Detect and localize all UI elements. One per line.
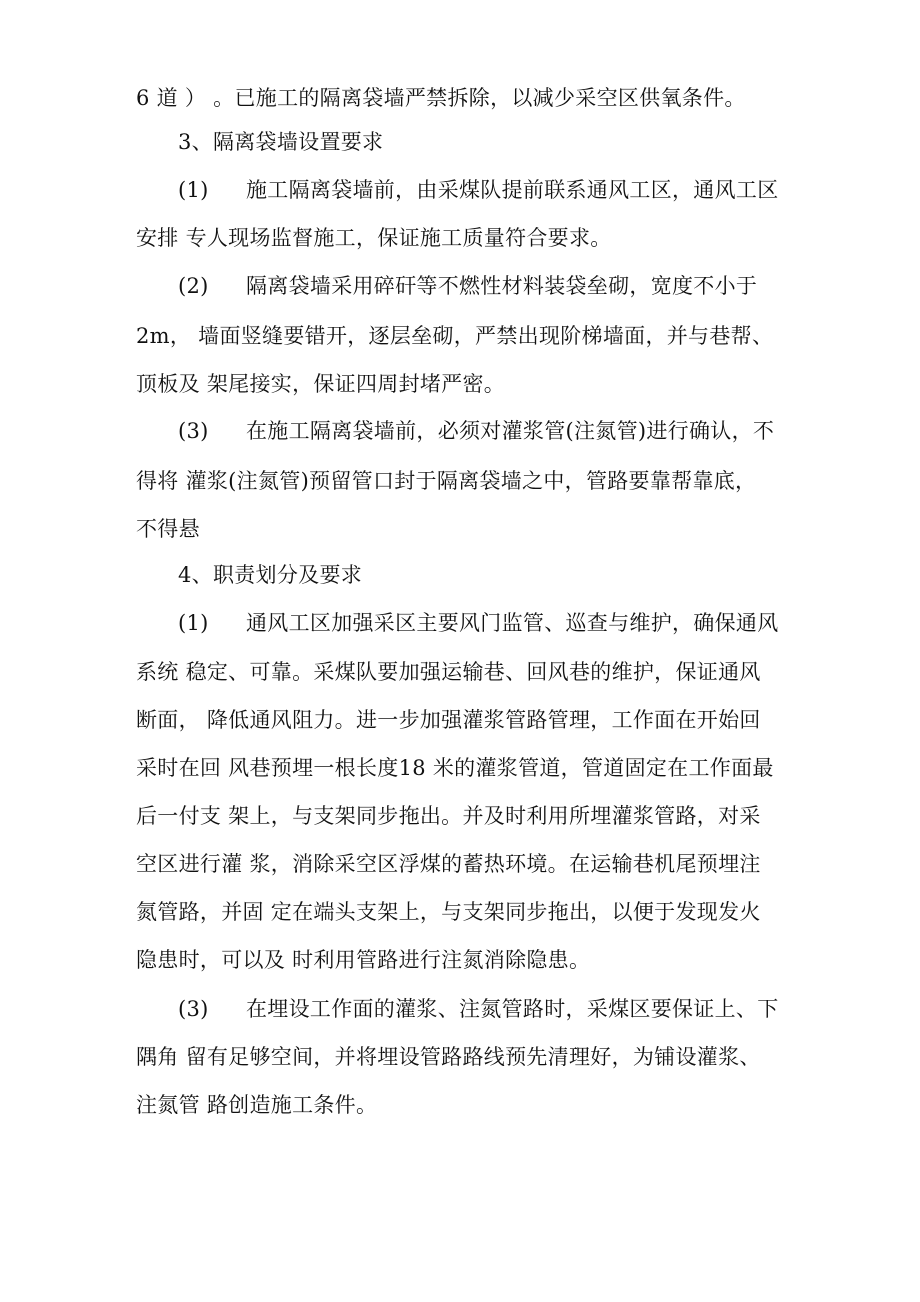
item-number: (3) xyxy=(178,419,209,443)
text-line: 后一付支 架上，与支架同步拖出。并及时利用所埋灌浆管路，对采 xyxy=(136,804,761,828)
text-line: 安排 专人现场监督施工，保证施工质量符合要求。 xyxy=(136,226,612,250)
text-line: 采时在回 风巷预埋一根长度18 米的灌浆管道，管道固定在工作面最 xyxy=(136,756,774,780)
list-item-line xyxy=(178,417,774,445)
list-item-line xyxy=(178,609,779,637)
text-line: 氮管路，并固 定在端头支架上，与支架同步拖出，以便于发现发火 xyxy=(136,900,761,924)
text-line: 通风工区加强采区主要风门监管、巡查与维护，确保通风 xyxy=(246,611,779,635)
text-line: 注氮管 路创造施工条件。 xyxy=(136,1093,378,1117)
item-number: (2) xyxy=(178,274,209,298)
list-item-line xyxy=(178,176,779,204)
section-heading: 4、职责划分及要求 xyxy=(178,563,363,587)
text-line: 顶板及 架尾接实，保证四周封堵严密。 xyxy=(136,372,506,396)
section-heading: 3、隔离袋墙设置要求 xyxy=(178,130,384,154)
text-line: 系统 稳定、可靠。采煤队要加强运输巷、回风巷的维护，保证通风 xyxy=(136,660,761,684)
text-line: 隅角 留有足够空间，并将埋设管路路线预先清理好，为铺设灌浆、 xyxy=(136,1045,761,1069)
text-line: 6 道 ） 。已施工的隔离袋墙严禁拆除，以减少采空区供氧条件。 xyxy=(136,86,746,110)
text-line: 得将 灌浆(注氮管)预留管口封于隔离袋墙之中，管路要靠帮靠底， xyxy=(136,469,757,493)
text-line: 在埋设工作面的灌浆、注氮管路时，采煤区要保证上、下 xyxy=(246,997,779,1021)
item-number: (1) xyxy=(178,178,209,202)
text-line: 在施工隔离袋墙前，必须对灌浆管(注氮管)进行确认，不 xyxy=(246,419,775,443)
item-number: (1) xyxy=(178,611,209,635)
text-line: 隔离袋墙采用碎矸等不燃性材料装袋垒砌，宽度不小于 xyxy=(246,274,758,298)
text-line: 断面， 降低通风阻力。进一步加强灌浆管路管理，工作面在开始回 xyxy=(136,708,761,732)
text-line: 2m， 墙面竖缝要错开，逐层垒砌，严禁出现阶梯墙面，并与巷帮、 xyxy=(136,324,774,348)
text-line: 不得悬 xyxy=(136,517,200,541)
list-item-line xyxy=(178,995,779,1023)
text-line: 施工隔离袋墙前，由采煤队提前联系通风工区，通风工区 xyxy=(246,178,779,202)
text-line: 隐患时，可以及 时利用管路进行注氮消除隐患。 xyxy=(136,948,591,972)
text-line: 空区进行灌 浆，消除采空区浮煤的蓄热环境。在运输巷机尾预埋注 xyxy=(136,852,761,876)
list-item-line xyxy=(178,272,757,300)
item-number: (3) xyxy=(178,997,209,1021)
